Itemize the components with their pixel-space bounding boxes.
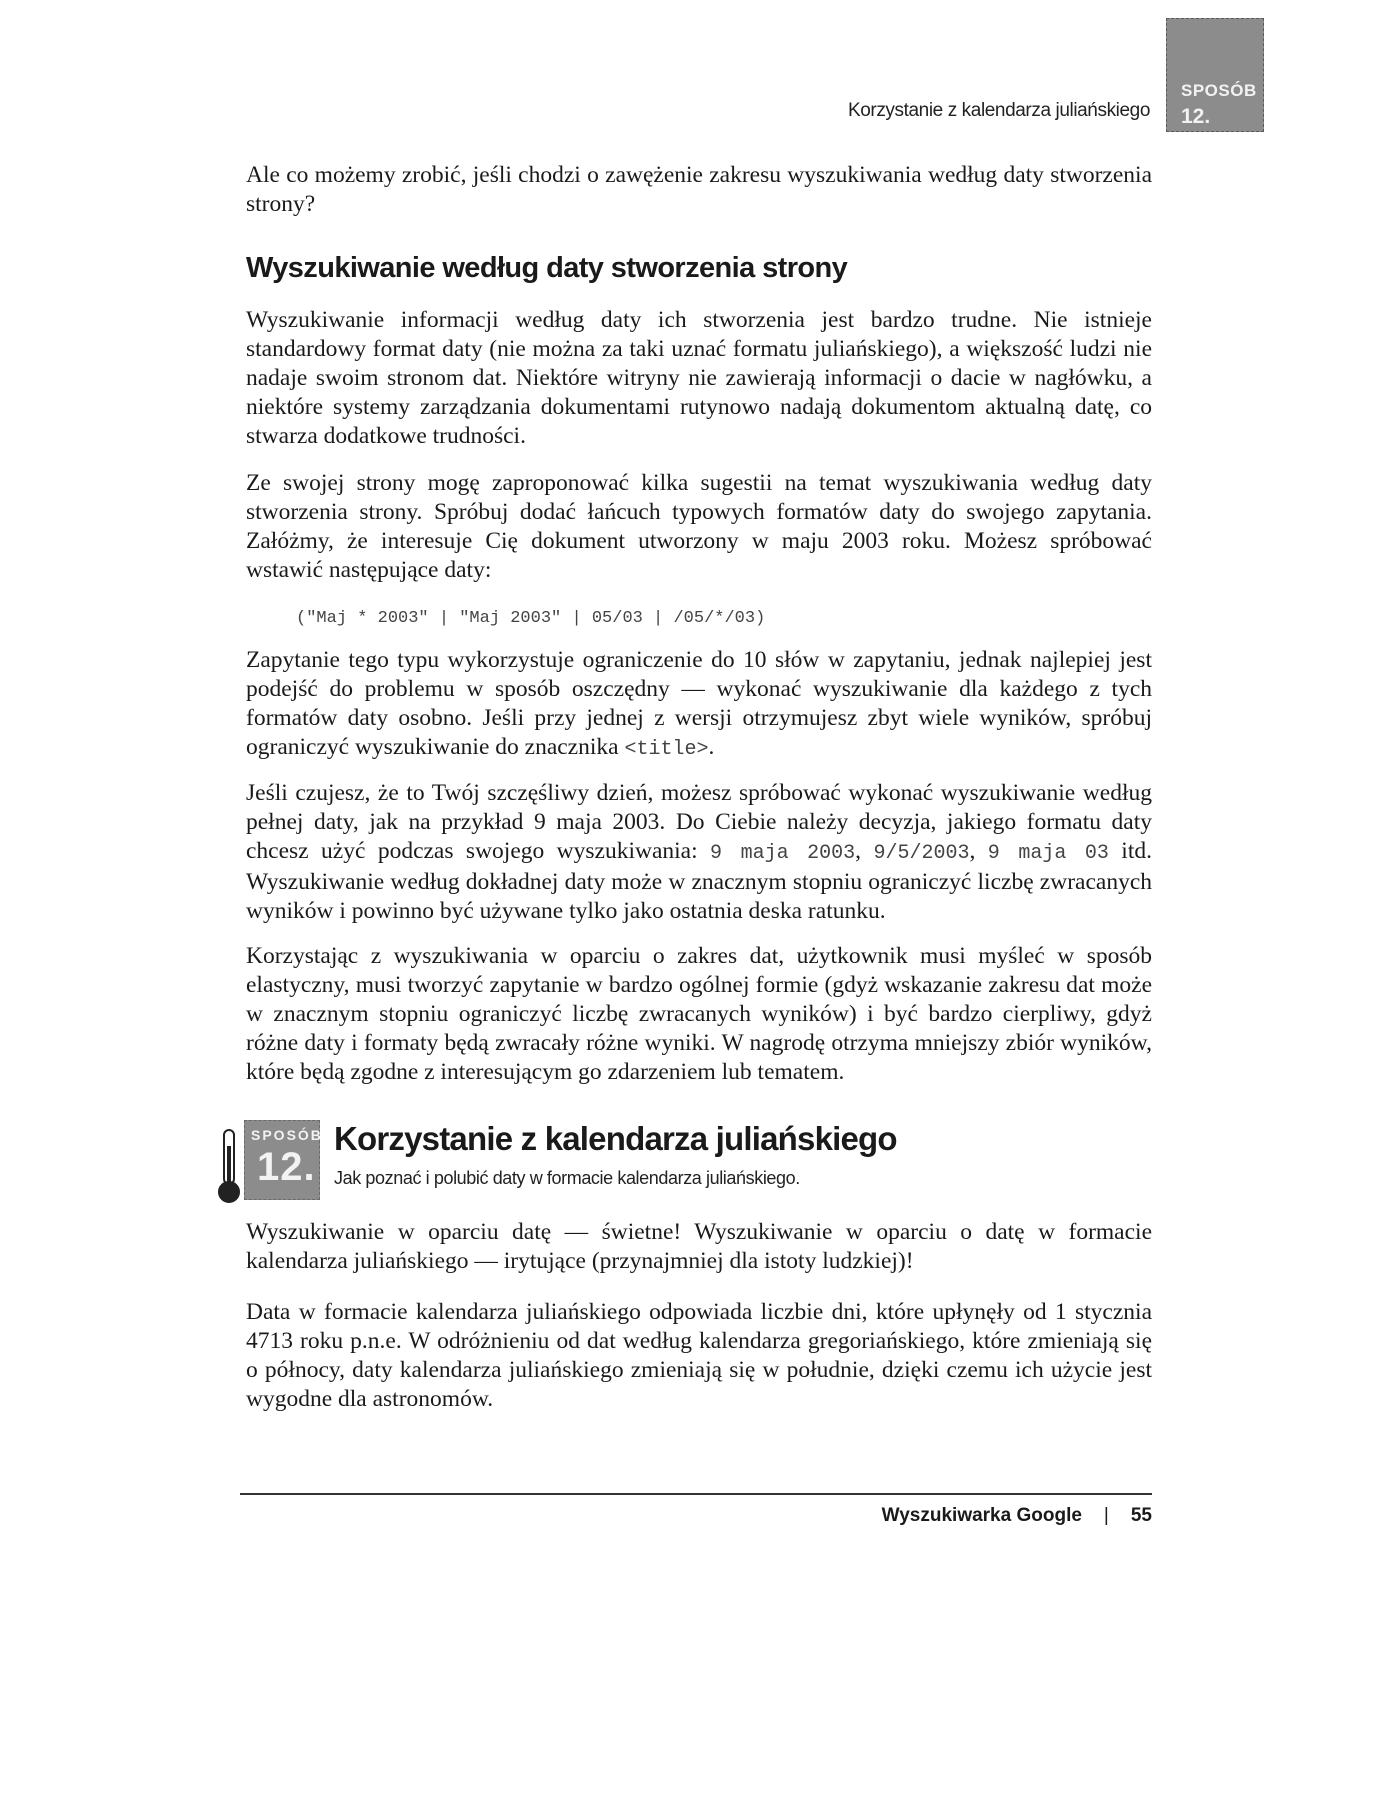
paragraph-1: Wyszukiwanie informacji według daty ich stworzenia jest bardzo trudne. Nie istnieje standardowy format daty (nie można za taki uznać formatu juliańskiego), a większość ludzi nie nadaje swoim stronom dat. Niektóre witryny nie zawierają informacji o dacie w nagłówku, a niektóre systemy zarządzania dokumentami rutynowo nadają dokumentom aktualną datę, co stwarza dodatkowe trudności. [246,307,1152,449]
hack-paragraph-2: Data w formacie kalendarza juliańskiego odpowiada liczbie dni, które upłynęły od 1 stycznia 4713 roku p.n.e. W odróżnieniu od dat według kalendarza gregoriańskiego, które zmieniają się o północy, daty kalendarza juliańskiego zmieniają się w południe, dzięki czemu ich użycie jest wygodne dla astronomów. [246,1299,1152,1412]
title-tag-code: <title> [624,738,709,761]
page-number: 55 [1130,1505,1152,1526]
paragraph-3-end: . [708,734,715,760]
section-heading: Wyszukiwanie według daty stworzenia strony [246,252,848,284]
hack-paragraph-1: Wyszukiwanie w oparciu datę — świetne! Wyszukiwanie w oparciu o datę w formacie kalendarza juliańskiego — irytujące (przynajmniej dla istoty ludzkiej)! [246,1219,1152,1274]
paragraph-3-text: Zapytanie tego typu wykorzystuje ograniczenie do 10 słów w zapytaniu, jednak najlepiej jest podejść do problemu w sposób oszczędny — wykonać wyszukiwanie dla każdego z tych formatów daty osobno. Jeśli przy jednej z wersji otrzymujesz zbyt wiele wyników, spróbuj ograniczyć wyszukiwanie do znacznika [246,647,1152,760]
hack-title: Korzystanie z kalendarza juliańskiego [334,1120,897,1157]
footer-separator: | [1103,1505,1109,1526]
corner-tab-number: 12. [1181,105,1211,128]
date-format-1: 9 maja 2003 [710,842,856,865]
date-format-2: 9/5/2003 [873,842,970,865]
hack-badge-number: 12. [257,1145,316,1189]
hack-subtitle: Jak poznać i polubić daty w formacie kalendarza juliańskiego. [334,1168,800,1188]
date-format-3: 9 maja 03 [987,842,1109,865]
hack-header [216,1120,1116,1200]
paragraph-3 [246,646,1152,764]
corner-tab-word: SPOSÓB [1181,81,1257,100]
thermometer-icon [216,1128,242,1206]
paragraph-4-end: itd. Wyszukiwanie według dokładnej daty może w znacznym stopniu ograniczyć liczbę zwracanych wyników i powinno być używane tylko jako ostatnia deska ratunku. [246,838,1152,924]
footer-book-title: Wyszukiwarka Google [881,1505,1082,1526]
paragraph-4-start: Jeśli czujesz, że to Twój szczęśliwy dzień, możesz spróbować wykonać wyszukiwanie według pełnej daty, jak na przykład 9 maja 2003. Do Ciebie należy decyzja, jakiego formatu daty chcesz użyć podczas swojego wyszukiwania: [246,780,1152,864]
hack-badge-word: SPOSÓB [251,1127,323,1143]
paragraph-5: Korzystając z wyszukiwania w oparciu o zakres dat, użytkownik musi myśleć w sposób elastyczny, musi tworzyć zapytanie w bardzo ogólnej formie (gdyż wskazanie zakresu dat może w znacznym stopniu ograniczyć liczbę zwracanych wyników) i być bardzo cierpliwy, gdyż różne daty i formaty będą zwracały różne wyniki. W nagrodę otrzyma mniejszy zbiór wyników, które będą zgodne z interesującym go zdarzeniem lub tematem. [246,943,1152,1085]
paragraph-4-sep-1: , [855,838,874,864]
hack-badge [244,1120,323,1200]
paragraph-2: Ze swojej strony mogę zaproponować kilka sugestii na temat wyszukiwania według daty stworzenia strony. Spróbuj dodać łańcuch typowych formatów daty do swojego zapytania. Załóżmy, że interesuje Cię dokument utworzony w maju 2003 roku. Możesz spróbować wstawić następujące daty: [246,470,1152,583]
footer [760,1505,1152,1527]
footer-rule [240,1493,1152,1495]
code-example: ("Maj * 2003" | "Maj 2003" | 05/03 | /05/*/03) [296,609,766,628]
intro-paragraph: Ale co możemy zrobić, jeśli chodzi o zawężenie zakresu wyszukiwania według daty stworzenia strony? [246,162,1152,217]
corner-hack-tab [1166,18,1264,132]
paragraph-4 [246,779,1152,926]
paragraph-4-sep-2: , [969,838,988,864]
running-head: Korzystanie z kalendarza juliańskiego [847,100,1150,121]
